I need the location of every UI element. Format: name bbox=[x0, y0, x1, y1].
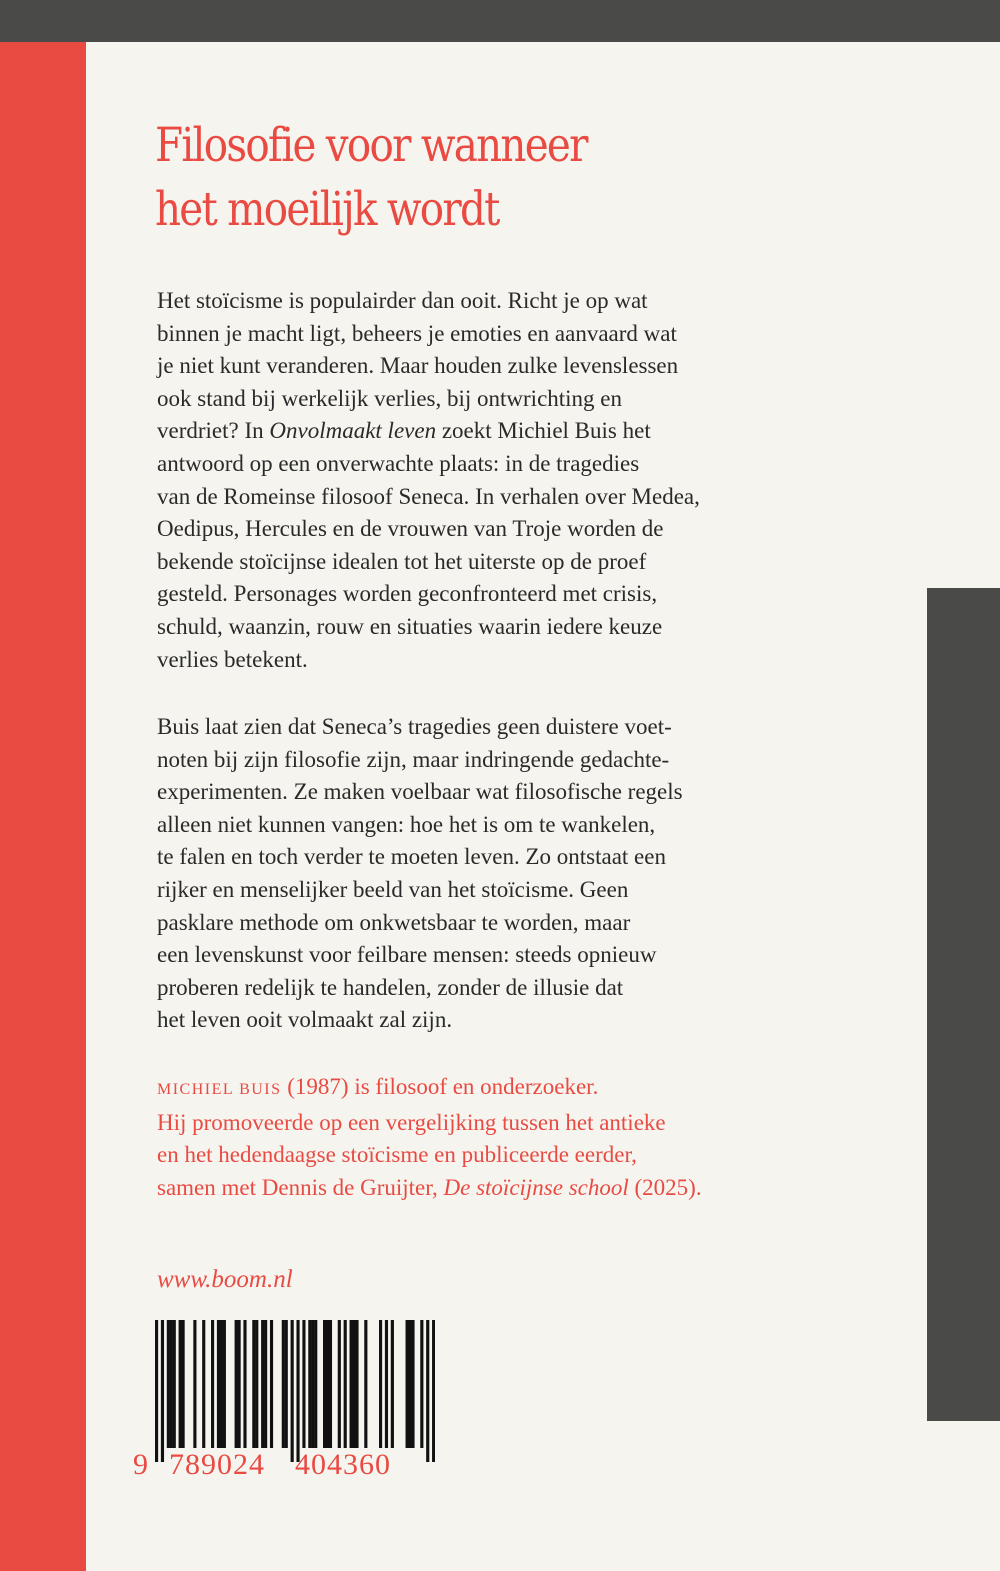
text-line: schuld, waanzin, rouw en situaties waarin iedere keuze bbox=[157, 613, 663, 639]
text-line: en het hedendaagse stoïcisme en publiceerde eerder, bbox=[157, 1142, 637, 1168]
barcode-bar bbox=[173, 1320, 176, 1448]
barcode-bars bbox=[155, 1320, 435, 1462]
barcode-bar bbox=[261, 1320, 264, 1448]
text-line: verlies betekent. bbox=[157, 646, 308, 672]
barcode-bar bbox=[238, 1320, 241, 1448]
barcode-bar bbox=[391, 1320, 394, 1448]
barcode-bar bbox=[264, 1320, 267, 1448]
barcode-bar bbox=[408, 1320, 411, 1448]
text-fragment: samen met Dennis de Gruijter, bbox=[157, 1174, 444, 1200]
text-line: proberen redelijk te handelen, zonder de illusie dat bbox=[157, 974, 624, 1000]
text-line bbox=[157, 1071, 837, 1107]
text-line: noten bij zijn filosofie zijn, maar indringende gedachte- bbox=[157, 746, 670, 772]
barcode-bar bbox=[211, 1320, 214, 1448]
barcode-bar bbox=[308, 1320, 311, 1448]
barcode-bar bbox=[235, 1320, 238, 1448]
barcode-bar bbox=[338, 1320, 341, 1448]
text-line: van de Romeinse filosoof Seneca. In verhalen over Medea, bbox=[157, 483, 700, 509]
book-title bbox=[155, 114, 757, 242]
text-line: Hij promoveerde op een vergelijking tussen het antieke bbox=[157, 1109, 666, 1135]
barcode-bar bbox=[252, 1320, 255, 1448]
blurb-paragraph-2 bbox=[157, 711, 817, 1037]
barcode-bar bbox=[385, 1320, 388, 1448]
barcode-bar bbox=[255, 1320, 258, 1448]
barcode-bar bbox=[411, 1320, 414, 1448]
barcode-bar bbox=[161, 1320, 164, 1462]
text-line: bekende stoïcijnse idealen tot het uiterste op de proef bbox=[157, 548, 647, 574]
text-line: experimenten. Ze maken voelbaar wat filosofische regels bbox=[157, 779, 683, 805]
barcode-bar bbox=[302, 1320, 305, 1448]
barcode-bar bbox=[406, 1320, 409, 1448]
text-line: te falen en toch verder te moeten leven. Zo ontstaat een bbox=[157, 844, 666, 870]
barcode-bar bbox=[155, 1320, 158, 1462]
barcode-bar bbox=[344, 1320, 347, 1448]
barcode-bar bbox=[179, 1320, 182, 1448]
barcode-bar bbox=[193, 1320, 196, 1448]
top-bar bbox=[0, 0, 1000, 42]
isbn-digits-group-1: 789024 bbox=[169, 1448, 265, 1481]
text-line bbox=[157, 1172, 837, 1205]
isbn-digit: 9 bbox=[133, 1448, 148, 1481]
text-fragment: (1987) is filosoof en onderzoeker. bbox=[281, 1074, 599, 1099]
blurb-paragraph-1 bbox=[157, 285, 817, 676]
text-line: Buis laat zien dat Seneca’s tragedies geen duistere voet- bbox=[157, 714, 672, 739]
barcode-bar bbox=[329, 1320, 332, 1448]
barcode-bar bbox=[355, 1320, 358, 1448]
isbn-digits-group-2: 404360 bbox=[295, 1448, 391, 1481]
text-line: binnen je macht ligt, beheers je emoties en aanvaard wat bbox=[157, 320, 677, 346]
barcode-bar bbox=[182, 1320, 185, 1448]
barcode-bar bbox=[311, 1320, 314, 1448]
barcode-bar bbox=[270, 1320, 273, 1448]
author-bio bbox=[157, 1071, 837, 1204]
text-line: ook stand bij werkelijk verlies, bij ontwrichting en bbox=[157, 385, 623, 411]
left-color-stripe bbox=[0, 42, 86, 1571]
barcode-bar bbox=[243, 1320, 246, 1448]
barcode-bar bbox=[285, 1320, 288, 1448]
book-title-reference: Onvolmaakt leven bbox=[269, 418, 437, 444]
text-fragment: zoekt Michiel Buis het bbox=[436, 418, 651, 444]
title-line: Filosofie voor wanneer bbox=[155, 118, 587, 173]
text-line: het leven ooit volmaakt zal zijn. bbox=[157, 1007, 453, 1033]
barcode-bar bbox=[326, 1320, 329, 1448]
text-line: rijker en menselijker beeld van het stoïcisme. Geen bbox=[157, 876, 629, 902]
publisher-website[interactable]: www.boom.nl bbox=[157, 1266, 293, 1293]
text-fragment: (2025). bbox=[628, 1174, 702, 1200]
barcode-bar bbox=[167, 1320, 170, 1448]
barcode-bar bbox=[291, 1320, 294, 1462]
barcode-bar bbox=[296, 1320, 299, 1462]
barcode-bar bbox=[379, 1320, 382, 1448]
text-line bbox=[157, 415, 817, 448]
barcode-bar bbox=[364, 1320, 367, 1448]
barcode-bar bbox=[314, 1320, 317, 1448]
text-line: alleen niet kunnen vangen: hoe het is om te wankelen, bbox=[157, 811, 656, 837]
barcode-bar bbox=[432, 1320, 435, 1462]
right-dark-block bbox=[927, 588, 1000, 1421]
barcode-bar bbox=[352, 1320, 355, 1448]
barcode-bar bbox=[220, 1320, 223, 1448]
text-line: je niet kunt veranderen. Maar houden zulke levenslessen bbox=[157, 353, 679, 379]
book-title-reference: De stoïcijnse school bbox=[443, 1174, 629, 1200]
barcode-bar bbox=[202, 1320, 205, 1448]
title-line: het moeilijk wordt bbox=[155, 182, 499, 237]
text-line: antwoord op een onverwachte plaats: in de tragedies bbox=[157, 450, 640, 476]
barcode-bar bbox=[282, 1320, 285, 1448]
barcode-bar bbox=[170, 1320, 173, 1448]
isbn-barcode bbox=[133, 1318, 433, 1493]
text-line: Oedipus, Hercules en de vrouwen van Troje worden de bbox=[157, 516, 664, 542]
barcode-bar bbox=[217, 1320, 220, 1448]
barcode-bar bbox=[350, 1320, 353, 1448]
text-fragment: verdriet? In bbox=[157, 418, 270, 444]
text-line: Het stoïcisme is populairder dan ooit. Richt je op wat bbox=[157, 288, 648, 313]
barcode-bar bbox=[223, 1320, 226, 1448]
text-line: gesteld. Personages worden geconfronteerd met crisis, bbox=[157, 581, 658, 607]
author-name: MICHIEL BUIS bbox=[157, 1081, 282, 1098]
barcode-bar bbox=[426, 1320, 429, 1462]
barcode-bar bbox=[323, 1320, 326, 1448]
text-line: pasklare methode om onkwetsbaar te worden, maar bbox=[157, 909, 631, 935]
barcode-bar bbox=[420, 1320, 423, 1448]
text-line: een levenskunst voor feilbare mensen: steeds opnieuw bbox=[157, 942, 657, 968]
